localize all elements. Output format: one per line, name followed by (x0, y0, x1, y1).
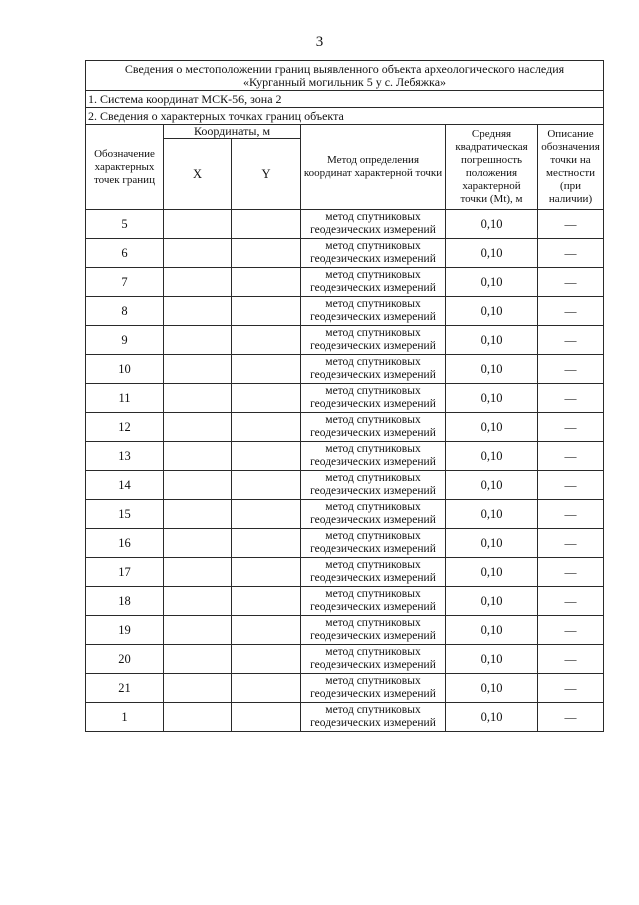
table-row (86, 326, 604, 355)
coordinate-x (164, 616, 232, 645)
method-line2: геодезических измерений (310, 456, 436, 468)
coordinate-x (164, 384, 232, 413)
accuracy-value: 0,10 (446, 645, 538, 674)
accuracy-value: 0,10 (446, 616, 538, 645)
method-line2: геодезических измерений (310, 572, 436, 584)
point-designation: 18 (86, 587, 164, 616)
point-designation: 15 (86, 500, 164, 529)
method-cell (301, 471, 446, 500)
coordinate-x (164, 210, 232, 239)
method-line1: метод спутниковых (325, 646, 421, 658)
method-line2: геодезических измерений (310, 659, 436, 671)
coordinate-x (164, 413, 232, 442)
method-line2: геодезических измерений (310, 224, 436, 236)
method-line2: геодезических измерений (310, 514, 436, 526)
coordinate-x (164, 645, 232, 674)
boundary-points-table (85, 60, 604, 732)
method-line2: геодезических измерений (310, 601, 436, 613)
header-y: Y (232, 139, 301, 210)
accuracy-value: 0,10 (446, 703, 538, 732)
table-row (86, 442, 604, 471)
method-line1: метод спутниковых (325, 704, 421, 716)
method-cell (301, 297, 446, 326)
point-description: — (538, 442, 604, 471)
section-characteristic-points: 2. Сведения о характерных точках границ объекта (86, 108, 604, 125)
coordinate-y (232, 384, 301, 413)
method-line1: метод спутниковых (325, 327, 421, 339)
method-cell (301, 442, 446, 471)
coordinate-y (232, 326, 301, 355)
method-line2: геодезических измерений (310, 485, 436, 497)
point-description: — (538, 703, 604, 732)
method-cell (301, 645, 446, 674)
method-line1: метод спутниковых (325, 617, 421, 629)
method-cell (301, 355, 446, 384)
point-designation: 14 (86, 471, 164, 500)
coordinate-x (164, 558, 232, 587)
method-line1: метод спутниковых (325, 559, 421, 571)
header-designation: Обозначение характерных точек границ (86, 125, 164, 210)
coordinate-x (164, 239, 232, 268)
header-accuracy: Средняя квадратическая погрешность положения характерной точки (Mt), м (446, 125, 538, 210)
section-coordinate-system: 1. Система координат МСК-56, зона 2 (86, 91, 604, 108)
accuracy-value: 0,10 (446, 413, 538, 442)
point-designation: 8 (86, 297, 164, 326)
method-line2: геодезических измерений (310, 688, 436, 700)
method-line2: геодезических измерений (310, 311, 436, 323)
table-row (86, 297, 604, 326)
section1-row (86, 91, 604, 108)
coordinate-x (164, 326, 232, 355)
coordinate-y (232, 471, 301, 500)
point-description: — (538, 645, 604, 674)
coordinate-y (232, 500, 301, 529)
point-description: — (538, 355, 604, 384)
point-designation: 7 (86, 268, 164, 297)
table-row (86, 703, 604, 732)
method-cell (301, 587, 446, 616)
header-row-1 (86, 125, 604, 139)
title-row (86, 61, 604, 91)
point-designation: 17 (86, 558, 164, 587)
point-description: — (538, 239, 604, 268)
table-row (86, 500, 604, 529)
document-title-line2: «Курганный могильник 5 у с. Лебяжка» (242, 74, 447, 89)
coordinate-y (232, 645, 301, 674)
header-method: Метод определения координат характерной точки (301, 125, 446, 210)
method-line1: метод спутниковых (325, 385, 421, 397)
method-cell (301, 210, 446, 239)
method-cell (301, 268, 446, 297)
point-designation: 20 (86, 645, 164, 674)
point-designation: 6 (86, 239, 164, 268)
table-row (86, 413, 604, 442)
method-cell (301, 326, 446, 355)
method-line1: метод спутниковых (325, 588, 421, 600)
method-cell (301, 384, 446, 413)
coordinate-y (232, 674, 301, 703)
accuracy-value: 0,10 (446, 442, 538, 471)
header-description: Описание обозначения точки на местности (при наличии) (538, 125, 604, 210)
document-title (86, 61, 604, 91)
point-designation: 12 (86, 413, 164, 442)
method-line2: геодезических измерений (310, 282, 436, 294)
coordinate-y (232, 587, 301, 616)
method-line1: метод спутниковых (325, 211, 421, 223)
header-coordinates: Координаты, м (164, 125, 301, 139)
method-cell (301, 239, 446, 268)
header-x: X (164, 139, 232, 210)
coordinate-x (164, 529, 232, 558)
method-line1: метод спутниковых (325, 443, 421, 455)
point-designation: 16 (86, 529, 164, 558)
table-row (86, 384, 604, 413)
method-line2: геодезических измерений (310, 717, 436, 729)
accuracy-value: 0,10 (446, 471, 538, 500)
method-line2: геодезических измерений (310, 543, 436, 555)
point-description: — (538, 500, 604, 529)
method-line2: геодезических измерений (310, 427, 436, 439)
point-designation: 10 (86, 355, 164, 384)
coordinate-x (164, 703, 232, 732)
method-cell (301, 558, 446, 587)
table-row (86, 355, 604, 384)
point-designation: 9 (86, 326, 164, 355)
page-number: 3 (315, 34, 324, 50)
coordinate-y (232, 703, 301, 732)
coordinate-y (232, 558, 301, 587)
method-line1: метод спутниковых (325, 530, 421, 542)
point-description: — (538, 210, 604, 239)
method-cell (301, 703, 446, 732)
table-row (86, 587, 604, 616)
table-row (86, 239, 604, 268)
accuracy-value: 0,10 (446, 355, 538, 384)
coordinate-x (164, 268, 232, 297)
coordinate-y (232, 297, 301, 326)
point-designation: 11 (86, 384, 164, 413)
coordinate-x (164, 297, 232, 326)
method-line1: метод спутниковых (325, 501, 421, 513)
method-line1: метод спутниковых (325, 675, 421, 687)
point-description: — (538, 616, 604, 645)
accuracy-value: 0,10 (446, 529, 538, 558)
accuracy-value: 0,10 (446, 587, 538, 616)
table-row (86, 558, 604, 587)
coordinate-y (232, 616, 301, 645)
method-cell (301, 674, 446, 703)
point-description: — (538, 587, 604, 616)
coordinate-x (164, 442, 232, 471)
coordinate-y (232, 413, 301, 442)
accuracy-value: 0,10 (446, 239, 538, 268)
accuracy-value: 0,10 (446, 297, 538, 326)
point-description: — (538, 413, 604, 442)
coordinate-y (232, 239, 301, 268)
accuracy-value: 0,10 (446, 268, 538, 297)
point-description: — (538, 529, 604, 558)
method-line1: метод спутниковых (325, 269, 421, 281)
method-line2: геодезических измерений (310, 369, 436, 381)
point-description: — (538, 558, 604, 587)
table-row (86, 210, 604, 239)
method-line2: геодезических измерений (310, 340, 436, 352)
coordinate-x (164, 500, 232, 529)
method-cell (301, 500, 446, 529)
table-row (86, 616, 604, 645)
accuracy-value: 0,10 (446, 674, 538, 703)
table-row (86, 471, 604, 500)
document-title-line1: Сведения о местоположении границ выявленного объекта археологического наследия (124, 61, 565, 76)
method-cell (301, 529, 446, 558)
accuracy-value: 0,10 (446, 326, 538, 355)
coordinate-y (232, 268, 301, 297)
point-description: — (538, 384, 604, 413)
method-line2: геодезических измерений (310, 630, 436, 642)
accuracy-value: 0,10 (446, 558, 538, 587)
table-row (86, 645, 604, 674)
method-cell (301, 616, 446, 645)
point-description: — (538, 326, 604, 355)
point-description: — (538, 268, 604, 297)
point-designation: 5 (86, 210, 164, 239)
method-line1: метод спутниковых (325, 240, 421, 252)
point-description: — (538, 674, 604, 703)
coordinate-y (232, 355, 301, 384)
table-row (86, 529, 604, 558)
method-line2: геодезических измерений (310, 253, 436, 265)
point-designation: 21 (86, 674, 164, 703)
point-designation: 1 (86, 703, 164, 732)
method-line2: геодезических измерений (310, 398, 436, 410)
accuracy-value: 0,10 (446, 384, 538, 413)
coordinate-x (164, 355, 232, 384)
table-row (86, 674, 604, 703)
method-cell (301, 413, 446, 442)
accuracy-value: 0,10 (446, 500, 538, 529)
coordinate-x (164, 587, 232, 616)
point-designation: 13 (86, 442, 164, 471)
coordinate-x (164, 674, 232, 703)
table-row (86, 268, 604, 297)
method-line1: метод спутниковых (325, 298, 421, 310)
accuracy-value: 0,10 (446, 210, 538, 239)
method-line1: метод спутниковых (325, 414, 421, 426)
coordinate-x (164, 471, 232, 500)
point-designation: 19 (86, 616, 164, 645)
coordinate-y (232, 442, 301, 471)
method-line1: метод спутниковых (325, 356, 421, 368)
section2-row (86, 108, 604, 125)
method-line1: метод спутниковых (325, 472, 421, 484)
point-description: — (538, 471, 604, 500)
coordinate-y (232, 210, 301, 239)
point-description: — (538, 297, 604, 326)
coordinate-y (232, 529, 301, 558)
